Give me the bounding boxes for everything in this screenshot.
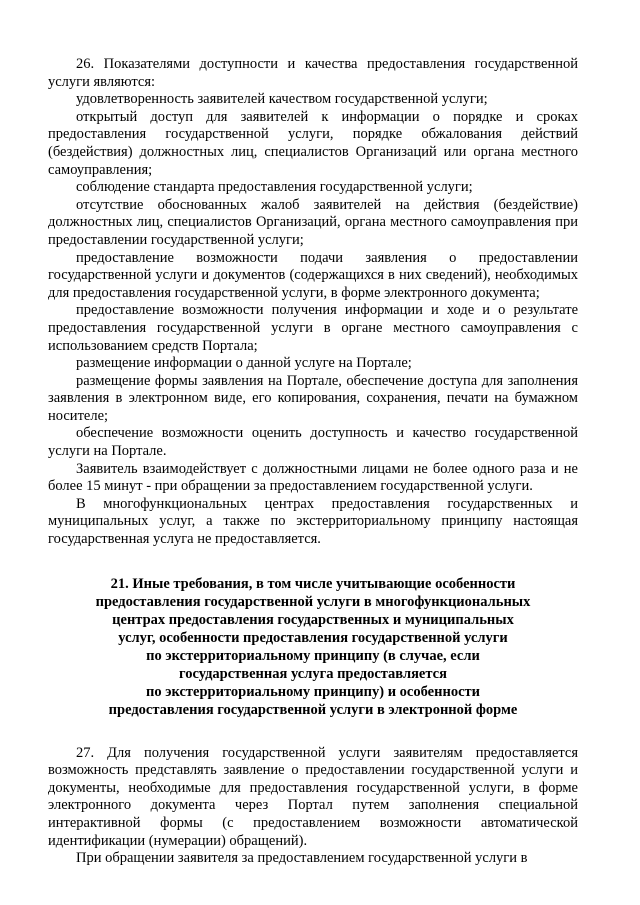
document-page <box>48 56 578 868</box>
list-item-progress-info: предоставление возможности получения информации и ходе и о результате предоставления государственной услуги в органе местного самоуправления с использованием средств Портала; <box>48 302 578 354</box>
list-item-portal-info: размещение информации о данной услуге на Портале; <box>76 355 412 372</box>
heading-line: государственная услуга предоставляется <box>179 665 447 682</box>
heading-line: предоставления государственной услуги в электронной форме <box>108 701 518 718</box>
list-item-electronic-submission: предоставление возможности подачи заявления о предоставлении государственной услуги и документов (содержащихся в них сведений), необходимых для предоставления государственной услуги, в форме электронного документа; <box>48 249 578 301</box>
paragraph-appeal-start: При обращении заявителя за предоставлением государственной услуги в <box>76 850 528 867</box>
heading-line: по экстерриториальному принципу (в случае, если <box>146 647 480 664</box>
list-item-open-access: открытый доступ для заявителей к информации о порядке и сроках предоставления государственной услуги, порядке обжалования действий (бездействия) должностных лиц, специалистов Организаций или органа местного самоуправления; <box>48 108 578 178</box>
paragraph-interaction: Заявитель взаимодействует с должностными лицами не более одного раза и не более 15 минут - при обращении за предоставлением государственной услуги. <box>48 460 578 495</box>
list-item-no-complaints: отсутствие обоснованных жалоб заявителей на действия (бездействие) должностных лиц, специалистов Организаций, органа местного самоуправления при предоставлении государственной услуги; <box>48 196 578 248</box>
paragraph-26-intro: 26. Показателями доступности и качества предоставления государственной услуги являются: <box>48 56 578 90</box>
list-item-rating: обеспечение возможности оценить доступность и качество государственной услуги на Портале. <box>48 425 578 460</box>
list-item-form-on-portal: размещение формы заявления на Портале, обеспечение доступа для заполнения заявления в электронном виде, его копирования, сохранения, печати на бумажном носителе; <box>48 372 578 424</box>
list-item-standard: соблюдение стандарта предоставления государственной услуги; <box>76 179 473 196</box>
section-gap <box>48 719 578 745</box>
heading-line: услуг, особенности предоставления государственной услуги <box>118 629 508 646</box>
section-21-heading <box>48 575 578 719</box>
paragraph-27: 27. Для получения государственной услуги заявителям предоставляется возможность представлять заявление о предоставлении государственной услуги и документы, необходимые для предоставления государственной услуги, в форме электронного документа через Портал путем заполнения специальной интерактивной формы (с предоставлением возможности автоматической идентификации (нумерации) обращений). <box>48 744 578 849</box>
heading-line: предоставления государственной услуги в многофункциональных <box>95 593 531 610</box>
heading-line: по экстерриториальному принципу) и особенности <box>145 683 480 700</box>
heading-line: 21. Иные требования, в том числе учитывающие особенности <box>110 575 516 592</box>
list-item-satisfaction: удовлетворенность заявителей качеством государственной услуги; <box>76 91 488 108</box>
paragraph-mfc: В многофункциональных центрах предоставления государственных и муниципальных услуг, а также по экстерриториальному принципу настоящая государственная услуга не предоставляется. <box>48 495 578 548</box>
heading-line: центрах предоставления государственных и муниципальных <box>112 611 514 628</box>
